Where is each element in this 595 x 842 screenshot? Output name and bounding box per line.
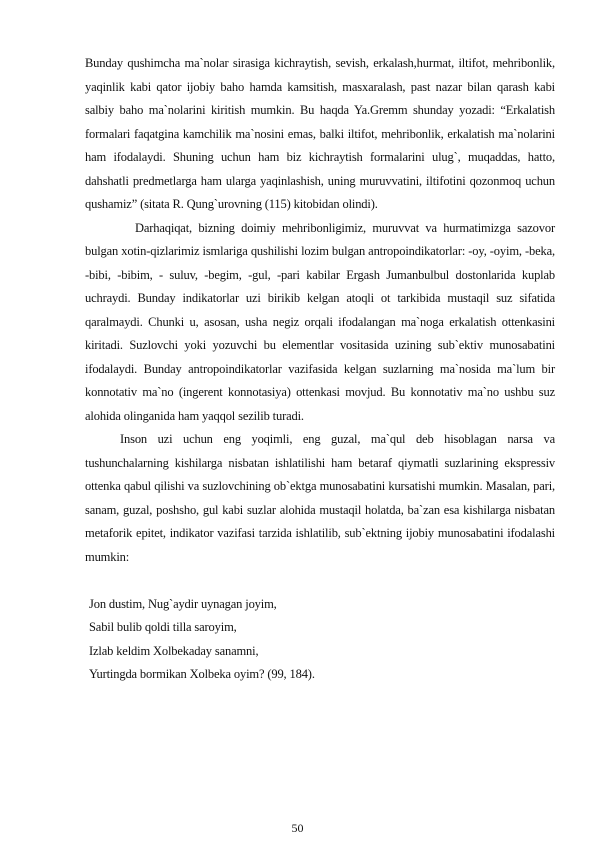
paragraph-2: Darhaqiqat, bizning doimiy mehribonligimiz, muruvvat va hurmatimizga sazovor bulgan xotin-qizlarimiz ismlariga qushilishi lozim bulgan antropoindikatorlar: -oy, -oyim, -beka, -bibi, -bibim, - suluv, -begim, -gul, -pari kabilar Ergash Jumanbulbul dostonlarida kuplab uchraydi. Bunday indikatorlar uzi birikib kelgan atoqli ot tarkibida mustaqil suz sifatida qaralmaydi. Chunki u, asosan, usha negiz orqali ifodalangan ma`noga erkalatish ottenkasini kiritadi. Suzlovchi yoki yozuvchi bu elementlar vositasida uzining sub`ektiv munosabatini ifodalaydi. Bunday antropoindikatorlar vazifasida kelgan suzlarning ma`nosida ma`lum bir konnotativ ma`no (ingerent konnotasiya) ottenkasi movjud. Bu konnotativ ma`no ushbu suz alohida olinganida ham yaqqol sezilib turadi. xyxy=(85,220,555,423)
verse-line-1: Jon dustim, Nug`aydir uynagan joyim, xyxy=(89,596,277,611)
blank-line xyxy=(85,569,555,593)
verse-line-4: Yurtingda bormikan Xolbeka oyim? (99, 184). xyxy=(89,667,315,681)
paragraph-1: Bunday qushimcha ma`nolar sirasiga kichraytish, sevish, erkalash,hurmat, iltifot, mehribonlik, yaqinlik kabi qator ijobiy baho hamda kamsitish, masxaralash, past nazar bilan qarash kabi salbiy baho ma`nolarini kiritish mumkin. Bu haqda Ya.Gremm shunday yozadi: “Erkalatish formalari faqatgina kamchilik ma`nosini emas, balki iltifot, mehribonlik, erkalatish ma`nolarini ham ifodalaydi. Shuning uchun ham biz kichraytish formalarini ulug`, muqaddas, hatto, dahshatli predmetlarga ham ularga yaqinlashish, uning muruvvatini, iltifotini qozonmoq uchun qushamiz” (sitata R. Qung`urovning (115) kitobidan olindi). xyxy=(85,56,555,211)
verse-block xyxy=(85,593,555,687)
document-page xyxy=(85,52,555,687)
verse-line-2: Sabil bulib qoldi tilla saroyim, xyxy=(89,620,237,634)
paragraph-3: Inson uzi uchun eng yoqimli, eng guzal, ma`qul deb hisoblagan narsa va tushunchalarning kishilarga nisbatan ishlatilishi ham betaraf qiymatli suzlarining ekspressiv ottenka qabul qilishi va suzlovchining ob`ektga munosabatini kursatishi mumkin. Masalan, pari, sanam, guzal, poshsho, gul kabi suzlar alohida mustaqil holatda, ba`zan esa kishilarga nisbatan metaforik epitet, indikator vazifasi tarzida ishlatilib, sub`ektning ijobiy munosabatini ifodalashi mumkin: xyxy=(85,432,555,564)
verse-line-3: Izlab keldim Xolbekaday sanamni, xyxy=(89,643,259,658)
page-number: 50 xyxy=(291,821,304,835)
